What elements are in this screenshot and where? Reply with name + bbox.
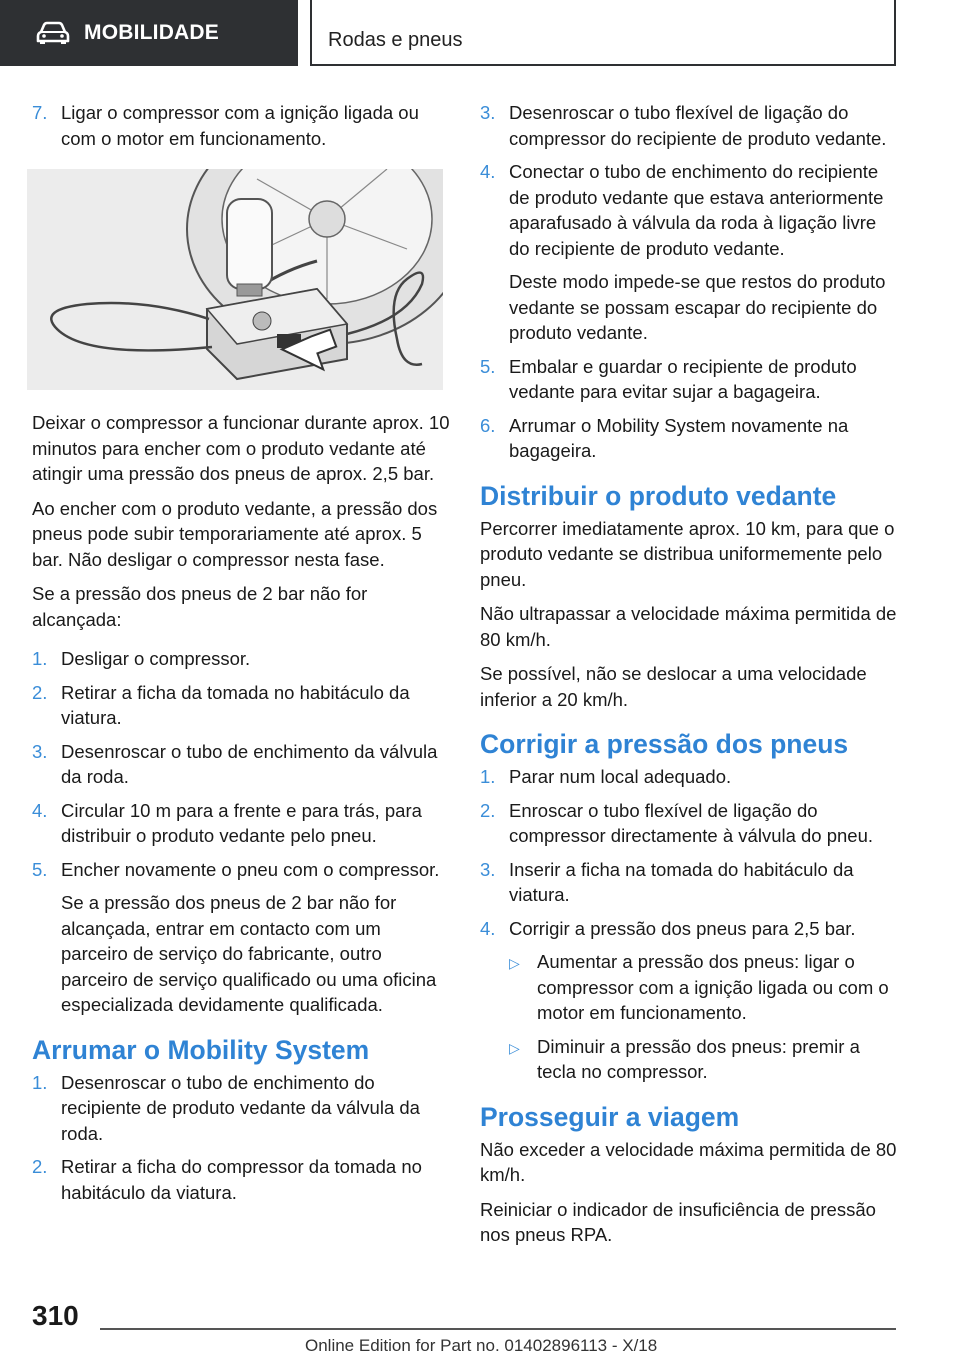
step-number: 3. <box>32 740 48 762</box>
numbered-list <box>32 646 452 1018</box>
page-number: 310 <box>32 1300 79 1331</box>
list-item <box>32 680 452 731</box>
list-item <box>480 413 900 464</box>
step-number: 7. <box>32 102 48 123</box>
step-number: 5. <box>32 858 48 880</box>
header-section-tab <box>0 0 298 66</box>
step-text: Desenroscar o tubo de enchimento do recipiente de produto vedante da válvula da roda. <box>61 1071 420 1144</box>
section-heading: Arrumar o Mobility System <box>32 1034 370 1065</box>
paragraph: Ao encher com o produto vedante, a pressão dos pneus pode subir temporariamente até aprox. 5 bar. Não desligar o compressor nesta fase. <box>32 497 438 570</box>
list-item <box>480 798 900 849</box>
step-number: 2. <box>32 681 48 703</box>
step-number: 1. <box>32 1071 48 1093</box>
header-title-box <box>310 0 896 66</box>
step-text: Conectar o tubo de enchimento do recipiente de produto vedante que estava anteriormente aparafusado à válvula da roda à ligação livre do recipiente de produto vedante. <box>509 161 884 259</box>
sub-list <box>509 949 900 1085</box>
step-number: 2. <box>32 1156 48 1177</box>
numbered-list <box>480 100 900 464</box>
step-number: 5. <box>480 355 496 377</box>
list-item <box>480 100 900 151</box>
section-heading: Corrigir a pressão dos pneus <box>480 729 849 759</box>
list-item <box>32 739 452 790</box>
list-item <box>480 159 900 346</box>
paragraph: Não ultrapassar a velocidade máxima permitida de 80 km/h. <box>480 603 897 650</box>
sub-list-item <box>509 949 900 1026</box>
step-text: Retirar a ficha da tomada no habitáculo da viatura. <box>61 681 410 728</box>
step-number: 1. <box>480 766 496 787</box>
triangle-bullet-icon: ▷ <box>509 1039 520 1056</box>
step-text: Inserir a ficha na tomada do habitáculo da viatura. <box>509 858 854 905</box>
footer-divider <box>100 1328 896 1330</box>
list-item <box>32 798 452 849</box>
numbered-list <box>32 1070 452 1206</box>
step-number: 3. <box>480 858 496 880</box>
edition-info: Online Edition for Part no. 01402896113 - X/18 <box>305 1336 658 1355</box>
step-text: Corrigir a pressão dos pneus para 2,5 bar. <box>509 917 856 939</box>
step-text: Enroscar o tubo flexível de ligação do compressor directamente à válvula do pneu. <box>509 799 874 846</box>
list-item <box>480 354 900 405</box>
step-text: Circular 10 m para a frente e para trás, para distribuir o produto vedante pelo pneu. <box>61 799 422 846</box>
list-item <box>32 1070 452 1147</box>
section-label: MOBILIDADE <box>84 21 219 44</box>
triangle-bullet-icon: ▷ <box>509 955 520 971</box>
section-heading: Prosseguir a viagem <box>480 1101 740 1132</box>
compressor-illustration <box>27 169 443 390</box>
step-text: Arrumar o Mobility System novamente na bagageira. <box>509 414 849 461</box>
sub-item-text: Diminuir a pressão dos pneus: premir a tecla no compressor. <box>537 1035 860 1082</box>
step-note: Se a pressão dos pneus de 2 bar não for alcançada, entrar em contacto com um parceiro de serviço do fabricante, outro parceiro de serviço qualificado ou uma oficina especializada devidamente qualificada. <box>61 892 437 1015</box>
paragraph: Reiniciar o indicador de insuficiência de pressão nos pneus RPA. <box>480 1198 876 1245</box>
step-number: 4. <box>32 799 48 821</box>
list-item <box>32 646 452 672</box>
step-text: Retirar a ficha do compressor da tomada no habitáculo da viatura. <box>61 1156 422 1203</box>
step-number: 4. <box>480 161 496 182</box>
step-number: 2. <box>480 799 496 821</box>
step-number: 4. <box>480 917 496 939</box>
step-text: Desligar o compressor. <box>61 648 251 669</box>
step-number: 6. <box>480 414 496 436</box>
step-text: Parar num local adequado. <box>509 766 732 787</box>
paragraph: Se possível, não se deslocar a uma velocidade inferior a 20 km/h. <box>480 663 867 710</box>
list-item <box>32 1154 452 1205</box>
paragraph: Se a pressão dos pneus de 2 bar não for alcançada: <box>32 583 368 630</box>
list-item <box>32 100 452 151</box>
numbered-list <box>480 764 900 1085</box>
left-column <box>32 100 452 1213</box>
section-heading: Distribuir o produto vedante <box>480 480 837 511</box>
list-item <box>480 916 900 1085</box>
sub-list-item <box>509 1034 900 1085</box>
list-item <box>480 857 900 908</box>
sub-item-text: Aumentar a pressão dos pneus: ligar o compressor com a ignição ligada ou com o motor em funcionamento. <box>537 951 889 1023</box>
step-text: Desenroscar o tubo de enchimento da válvula da roda. <box>61 740 438 787</box>
step-text: Embalar e guardar o recipiente de produto vedante para evitar sujar a bagageira. <box>509 355 857 402</box>
step-text: Desenroscar o tubo flexível de ligação do compressor do recipiente de produto vedante. <box>509 102 887 149</box>
step-number: 1. <box>32 648 48 669</box>
paragraph: Percorrer imediatamente aprox. 10 km, para que o produto vedante se distribua uniformemente pelo pneu. <box>480 517 895 590</box>
list-item <box>480 764 900 790</box>
step-note: Deste modo impede-se que restos do produto vedante se possam escapar do recipiente do produto vedante. <box>509 271 886 343</box>
chapter-title: Rodas e pneus <box>328 29 463 51</box>
car-icon <box>36 21 70 45</box>
step-number: 3. <box>480 102 496 123</box>
right-column <box>480 100 900 1257</box>
paragraph: Deixar o compressor a funcionar durante aprox. 10 minutos para encher com o produto vedante até atingir uma pressão dos pneus de aprox. 2,5 bar. <box>32 412 450 484</box>
step-text: Ligar o compressor com a ignição ligada ou com o motor em funcionamento. <box>61 102 419 149</box>
list-item <box>32 857 452 1018</box>
step-text: Encher novamente o pneu com o compressor. <box>61 858 440 880</box>
paragraph: Não exceder a velocidade máxima permitida de 80 km/h. <box>480 1138 897 1185</box>
